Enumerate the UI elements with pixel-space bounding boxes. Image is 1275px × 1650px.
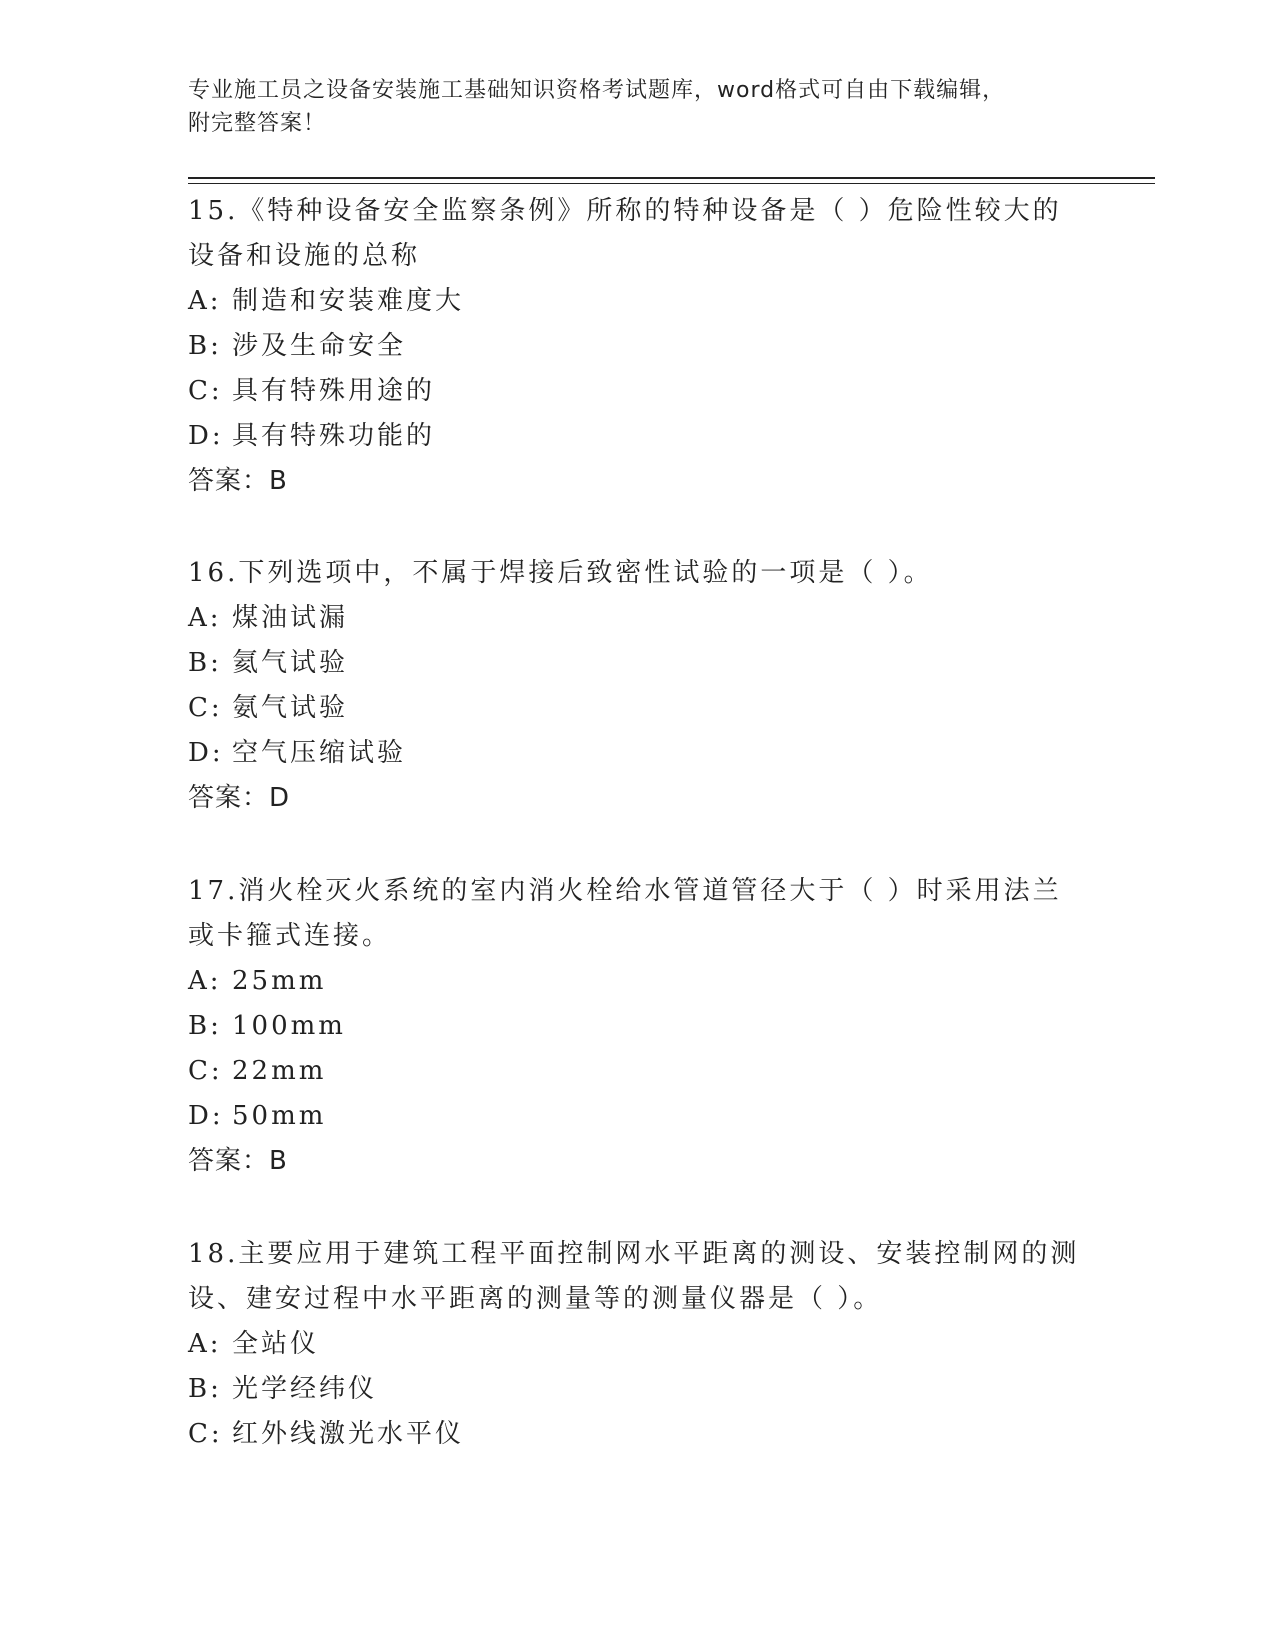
option-text: 红外线激光水平仪: [232, 1419, 465, 1449]
option-letter: A:: [188, 1329, 222, 1359]
question-18: [188, 1232, 1088, 1457]
option-letter: C:: [188, 1419, 223, 1449]
option-text: 氦气试验: [232, 648, 349, 678]
option-letter: C:: [188, 376, 223, 406]
option-letter: D:: [188, 421, 224, 451]
option-letter: C:: [188, 693, 223, 723]
header-line-2: 附完整答案！: [188, 111, 327, 136]
option-text: 煤油试漏: [232, 603, 349, 633]
option-text: 具有特殊用途的: [232, 376, 436, 406]
option-text: 具有特殊功能的: [232, 421, 436, 451]
question-16: [188, 551, 1088, 821]
option-text: 22mm: [232, 1056, 327, 1086]
option-c: [188, 1412, 1088, 1457]
option-letter: A:: [188, 603, 222, 633]
option-b: [188, 1004, 1088, 1049]
option-text: 50mm: [232, 1101, 327, 1131]
option-c: [188, 1049, 1088, 1094]
header-divider-thick: [188, 177, 1155, 179]
option-letter: B:: [188, 331, 222, 361]
question-17: [188, 869, 1088, 1184]
question-stem: 18.主要应用于建筑工程平面控制网水平距离的测设、安装控制网的测设、建安过程中水平距离的测量等的测量仪器是（ ）。: [188, 1239, 1080, 1314]
header-divider-thin: [188, 183, 1155, 184]
question-stem: 15.《特种设备安全监察条例》所称的特种设备是（ ）危险性较大的设备和设施的总称: [188, 196, 1062, 271]
option-text: 100mm: [232, 1011, 346, 1041]
option-letter: A:: [188, 966, 222, 996]
option-b: [188, 641, 1088, 686]
option-letter: A:: [188, 286, 222, 316]
option-text: 涉及生命安全: [232, 331, 407, 361]
option-letter: D:: [188, 738, 224, 768]
option-text: 光学经纬仪: [232, 1374, 378, 1404]
option-a: [188, 1322, 1088, 1367]
question-stem: 17.消火栓灭火系统的室内消火栓给水管道管径大于（ ）时采用法兰或卡箍式连接。: [188, 876, 1062, 951]
option-a: [188, 596, 1088, 641]
option-letter: C:: [188, 1056, 223, 1086]
question-15: [188, 189, 1088, 504]
option-a: [188, 959, 1088, 1004]
option-a: [188, 279, 1088, 324]
question-stem: 16.下列选项中，不属于焊接后致密性试验的一项是（ ）。: [188, 558, 933, 588]
answer-line: 答案：B: [188, 466, 288, 496]
option-text: 氨气试验: [232, 693, 349, 723]
option-c: [188, 686, 1088, 731]
answer-line: 答案：D: [188, 783, 291, 813]
header-line-1: 专业施工员之设备安装施工基础知识资格考试题库，word格式可自由下载编辑，: [188, 78, 1006, 103]
option-d: [188, 731, 1088, 776]
option-letter: B:: [188, 1374, 222, 1404]
option-letter: B:: [188, 648, 222, 678]
option-letter: D:: [188, 1101, 224, 1131]
document-header: [188, 74, 1088, 140]
option-text: 空气压缩试验: [232, 738, 407, 768]
option-d: [188, 1094, 1088, 1139]
option-b: [188, 324, 1088, 369]
option-d: [188, 414, 1088, 459]
option-text: 制造和安装难度大: [232, 286, 465, 316]
option-text: 25mm: [232, 966, 327, 996]
option-text: 全站仪: [232, 1329, 320, 1359]
option-letter: B:: [188, 1011, 222, 1041]
answer-line: 答案：B: [188, 1146, 288, 1176]
option-c: [188, 369, 1088, 414]
option-b: [188, 1367, 1088, 1412]
